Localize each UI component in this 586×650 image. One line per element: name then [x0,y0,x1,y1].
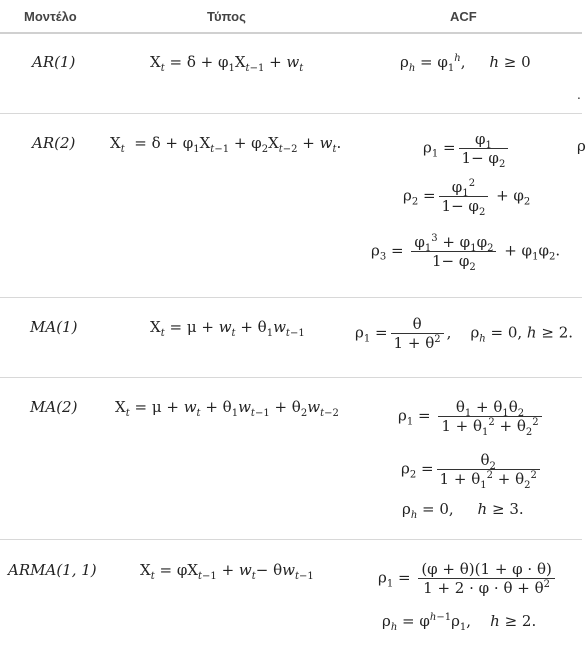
row-divider [0,113,582,114]
model-name: AR(2) [32,134,76,152]
acf-formula: $\rho_h = \varphi^{h-1}\rho_1$, h ≥ 2. [382,612,537,633]
formula: $X_t = \delta + \varphi_1X_{t-1} + \varphi_2X_{t-2} + w_t$. [110,134,342,155]
model-name: AR(1) [32,53,76,71]
row-divider [0,539,582,540]
acf-formula: $\rho_2$ = $\frac{\varphi_1^2}{1- \varphi_2}$ + $\varphi_2$ [403,178,531,218]
row-divider [0,377,582,378]
header-type: Τύπος [207,9,246,24]
acf-formula: $\rho_1$ = $\frac{\varphi_1}{1- \varphi_2}$ [423,130,511,167]
acf-formula: $\rho_h = 0$, h ≥ 3. [402,500,524,521]
model-name: ARMA(1, 1) [8,561,97,579]
acf-formula: $\rho_2$ = $\frac{\theta_2}{1 + \theta_1^2 + \theta_2^2}$ [401,451,543,488]
acf-formula: $\rho_3$ = $\frac{\varphi_1^3 + \varphi_1\varphi_2}{1- \varphi_2}$ + $\varphi_1\varphi_2$. [371,233,561,273]
header-model: Μοντέλο [24,9,77,24]
formula: $X_t = \mu + w_t + \theta_1w_{t-1}$ [150,318,305,339]
formula: $X_t = \delta + \varphi_1X_{t-1} + w_t$ [150,53,304,74]
header-rule [0,32,582,34]
acf-formula: $\rho_1$ = $\frac{\theta_1 + \theta_1\theta_2}{1 + \theta_1^2 + \theta_2^2}$ [398,398,545,435]
clipped-glyph: ρ [577,137,586,155]
row-divider [0,297,582,298]
trailing-dot: . [577,88,581,102]
acf-formula: $\rho_1$ = $\frac{\theta}{1 + \theta^2}$ , $\rho_h = 0$, h ≥ 2. [355,315,574,352]
model-name: MA(1) [30,318,78,336]
header-acf: ACF [450,9,477,24]
formula: $X_t = \varphi X_{t-1} + w_t- \theta w_{t-1}$ [140,561,314,582]
acf-formula: $\rho_1$ = $\frac{(\varphi + \theta)(1 + \varphi \cdot \theta)}{1 + 2 \cdot \varphi \cdot \theta + \theta^2}$ [378,560,558,597]
model-name: MA(2) [30,398,78,416]
formula: $X_t = \mu + w_t + \theta_1w_{t-1} + \theta_2w_{t-2}$ [115,398,339,419]
acf-formula: $\rho_h = \varphi_1^h$, h ≥ 0 [400,53,531,74]
